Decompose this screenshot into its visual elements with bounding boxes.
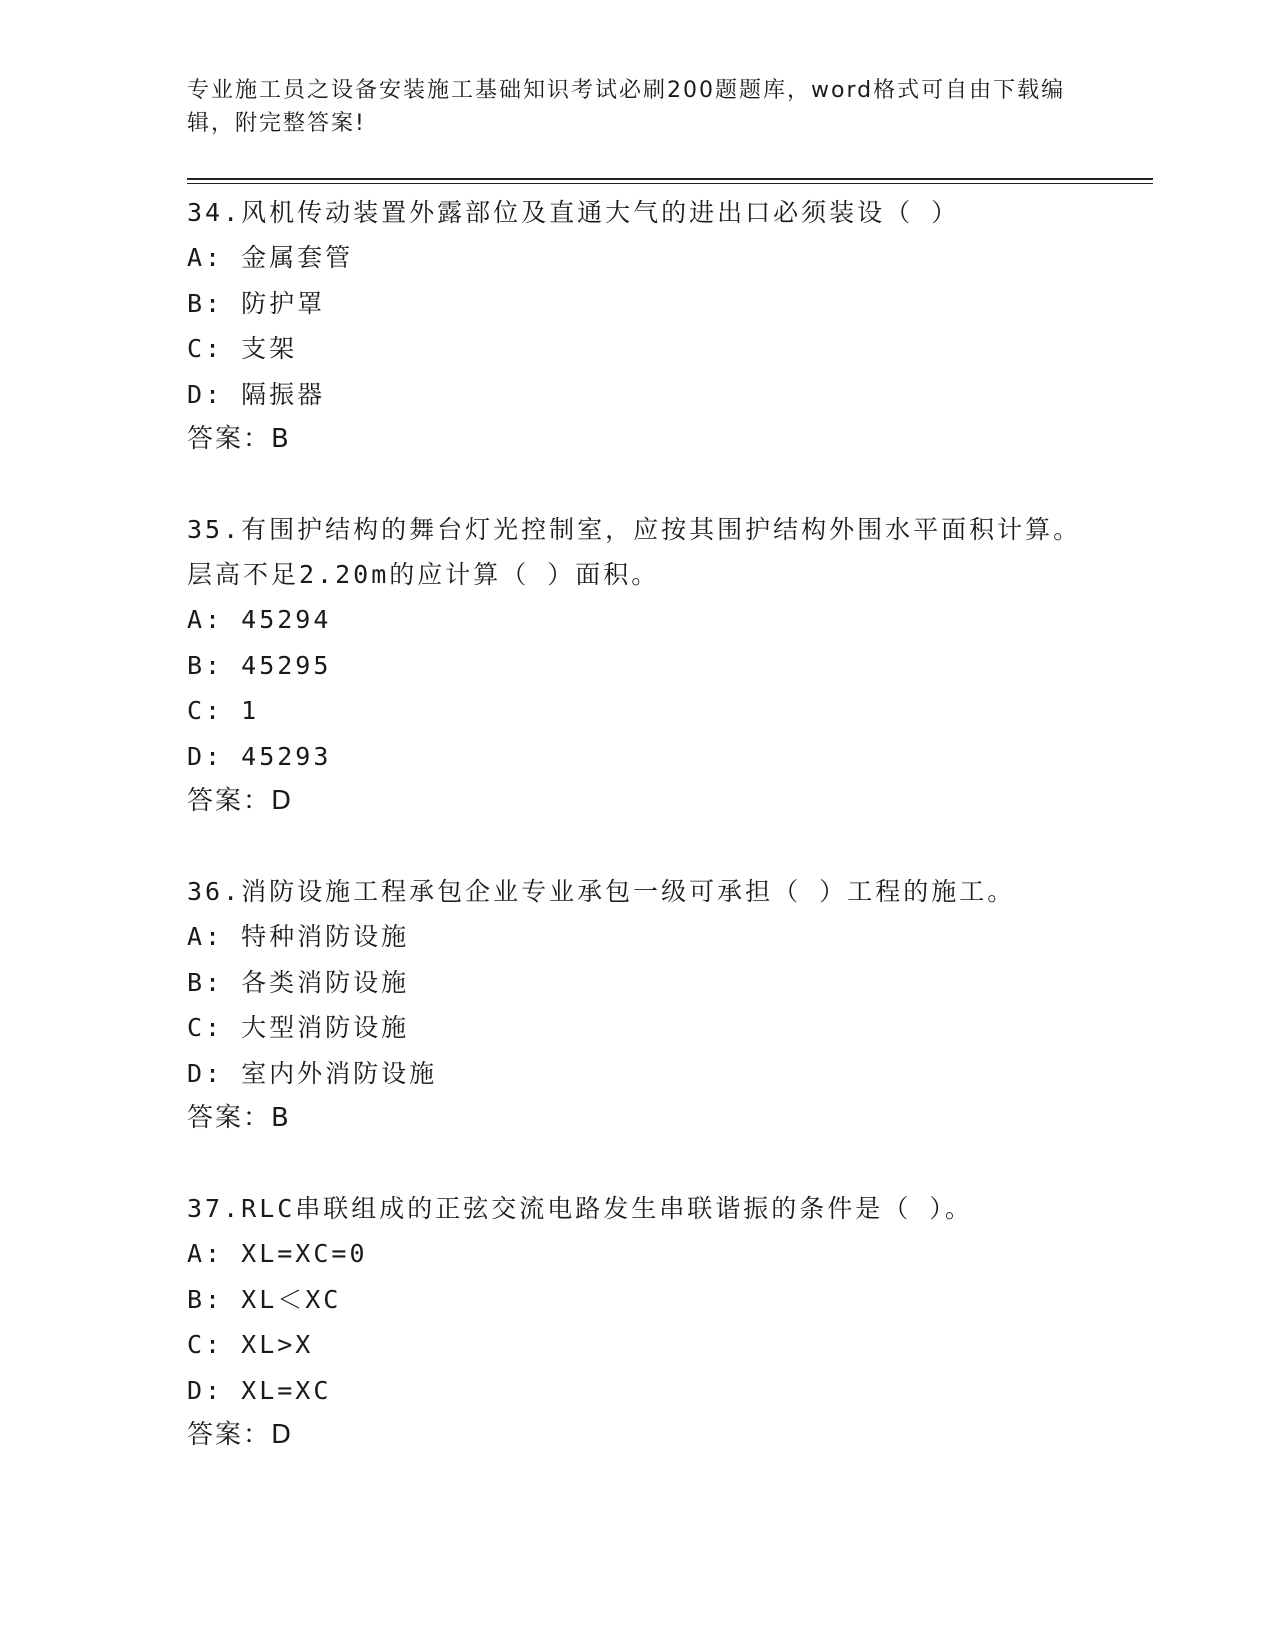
option-d: D: 45293 <box>187 741 332 771</box>
option-b: B: XL＜XC <box>187 1284 342 1314</box>
question-34 <box>187 190 1107 462</box>
question-35 <box>187 507 1107 824</box>
option-a: A: 特种消防设施 <box>187 922 410 951</box>
option-d: D: XL=XC <box>187 1375 332 1405</box>
header-rule-thin <box>187 183 1153 184</box>
question-36 <box>187 869 1107 1141</box>
question-37 <box>187 1186 1107 1458</box>
question-stem: 36.消防设施工程承包企业专业承包一级可承担（ ）工程的施工。 <box>187 877 1016 906</box>
header-rule-thick <box>187 178 1153 180</box>
option-b: B: 45295 <box>187 650 332 680</box>
option-d: D: 室内外消防设施 <box>187 1058 438 1088</box>
option-c: C: 大型消防设施 <box>187 1013 410 1042</box>
answer-line: 答案：B <box>187 1103 291 1133</box>
question-stem: 37.RLC串联组成的正弦交流电路发生串联谐振的条件是（ ）。 <box>187 1194 973 1223</box>
answer-line: 答案：D <box>187 1420 294 1450</box>
question-stem: 34.风机传动装置外露部位及直通大气的进出口必须装设（ ） <box>187 198 960 227</box>
question-list <box>187 190 1107 1503</box>
option-a: A: 金属套管 <box>187 243 354 272</box>
option-c: C: 1 <box>187 696 260 725</box>
question-stem: 35.有围护结构的舞台灯光控制室，应按其围护结构外围水平面积计算。层高不足2.20m的应计算（ ）面积。 <box>187 515 1082 589</box>
option-a: A: 45294 <box>187 605 332 634</box>
document-header: 专业施工员之设备安装施工基础知识考试必刷200题题库，word格式可自由下载编辑，附完整答案! <box>187 78 1066 136</box>
answer-line: 答案：D <box>187 786 294 816</box>
option-d: D: 隔振器 <box>187 379 326 409</box>
option-b: B: 各类消防设施 <box>187 967 410 997</box>
option-a: A: XL=XC=0 <box>187 1239 368 1268</box>
option-c: C: 支架 <box>187 334 298 363</box>
answer-line: 答案：B <box>187 424 291 454</box>
option-c: C: XL>X <box>187 1330 314 1359</box>
option-b: B: 防护罩 <box>187 288 326 318</box>
